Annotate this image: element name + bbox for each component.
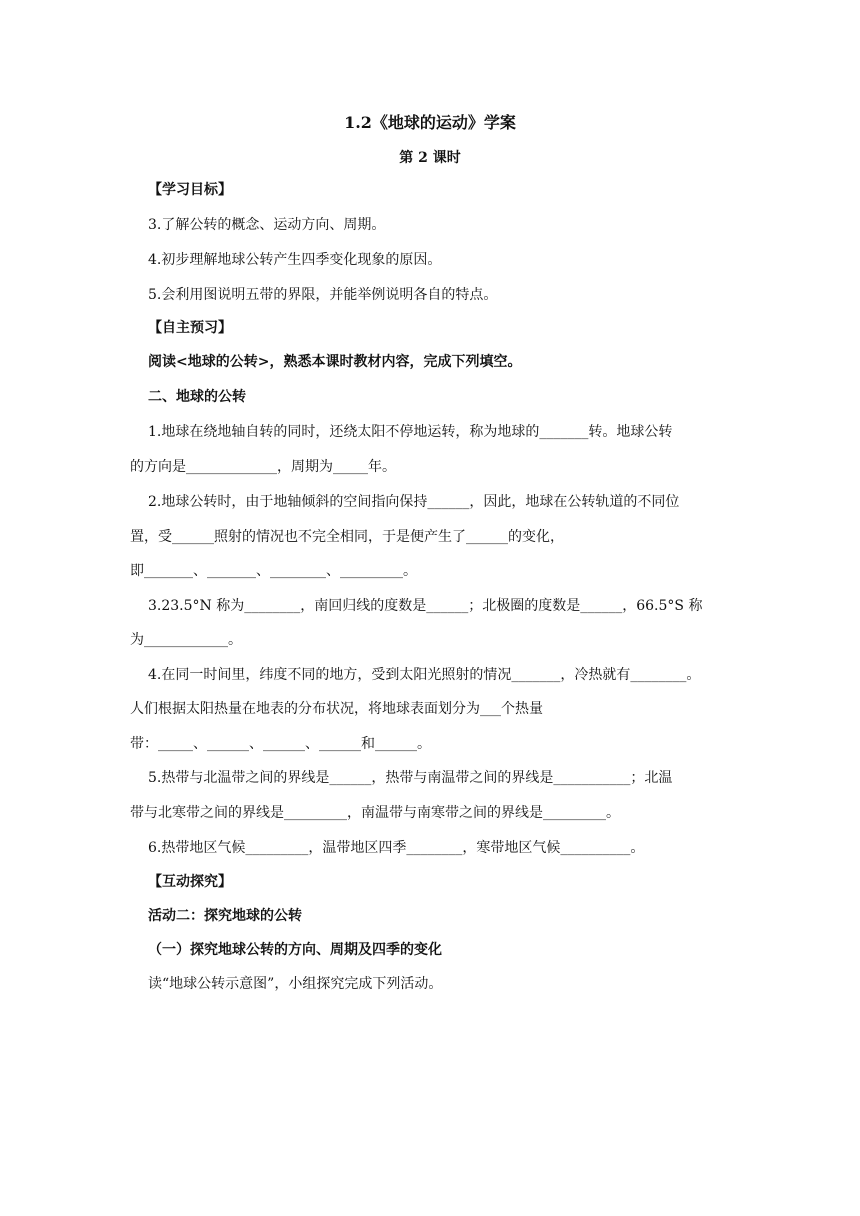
- question-4-line-2: 人们根据太阳热量在地表的分布状况，将地球表面划分为___个热量: [130, 701, 543, 717]
- objective-item: 4.初步理解地球公转产生四季变化现象的原因。: [148, 252, 442, 268]
- document-title: 1.2《地球的运动》学案: [344, 113, 516, 132]
- question-1-line-2: 的方向是_____________，周期为_____年。: [130, 459, 396, 475]
- question-6-line-1: 6.热带地区气候_________，温带地区四季________，寒带地区气候__________。: [148, 840, 645, 856]
- question-3-line-2: 为____________。: [130, 632, 242, 648]
- question-4-line-3: 带：_____、______、______、______和______。: [130, 736, 431, 752]
- activity-heading: 活动二：探究地球的公转: [148, 908, 302, 924]
- question-3-line-1: 3.23.5°N 称为________，南回归线的度数是______；北极圈的度数是______，66.5°S 称: [148, 598, 703, 614]
- objective-item: 5.会利用图说明五带的界限，并能举例说明各自的特点。: [148, 287, 498, 303]
- document-subtitle: 第 2 课时: [399, 150, 461, 166]
- question-2-line-1: 2.地球公转时，由于地轴倾斜的空间指向保持______，因此，地球在公转轨道的不同位: [148, 494, 680, 510]
- explore-heading: 【互动探究】: [148, 874, 232, 890]
- activity-instruction: 读“地球公转示意图”，小组探究完成下列活动。: [148, 976, 443, 992]
- question-5-line-1: 5.热带与北温带之间的界线是______，热带与南温带之间的界线是___________；北温: [148, 770, 673, 786]
- preview-intro: 阅读<地球的公转>，熟悉本课时教材内容，完成下列填空。: [148, 354, 522, 370]
- question-4-line-1: 4.在同一时间里，纬度不同的地方，受到太阳光照射的情况_______，冷热就有________。: [148, 667, 701, 683]
- activity-subheading: （一）探究地球公转的方向、周期及四季的变化: [148, 942, 442, 958]
- objective-item: 3.了解公转的概念、运动方向、周期。: [148, 217, 386, 233]
- question-1-line-1: 1.地球在绕地轴自转的同时，还绕太阳不停地运转，称为地球的_______转。地球公转: [148, 424, 673, 440]
- part-two-heading: 二、地球的公转: [148, 389, 246, 405]
- question-5-line-2: 带与北寒带之间的界线是_________，南温带与南寒带之间的界线是_________。: [130, 805, 620, 821]
- objectives-heading: 【学习目标】: [148, 182, 232, 198]
- question-2-line-2: 置，受______照射的情况也不完全相同，于是便产生了______的变化，: [130, 529, 564, 545]
- preview-heading: 【自主预习】: [148, 320, 232, 336]
- question-2-line-3: 即_______、_______、________、_________。: [130, 563, 417, 579]
